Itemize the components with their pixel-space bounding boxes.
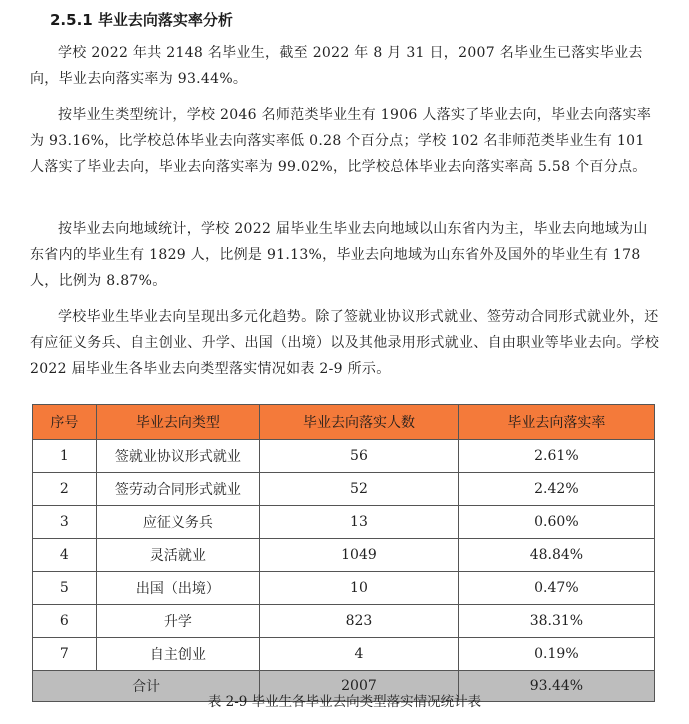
header-rate: 毕业去向落实率 [458, 405, 654, 440]
cell-count: 52 [260, 473, 459, 506]
cell-index: 6 [33, 605, 97, 638]
cell-index: 4 [33, 539, 97, 572]
cell-destination-type: 签就业协议形式就业 [96, 440, 259, 473]
cell-count: 13 [260, 506, 459, 539]
paragraph-by-graduate-type: 按毕业生类型统计，学校 2046 名师范类毕业生有 1906 人落实了毕业去向，毕业去向落实率为 93.16%，比学校总体毕业去向落实率低 0.28 个百分点；学校 102 名非师范类毕业生有 101 人落实了毕业去向，毕业去向落实率为 99.02%，比学校总体毕业去向落实率高 5.58 个百分点。 [30, 107, 652, 175]
cell-destination-type: 灵活就业 [96, 539, 259, 572]
table-row [33, 473, 655, 506]
table-row [33, 572, 655, 605]
cell-rate: 0.47% [458, 572, 654, 605]
cell-destination-type: 升学 [96, 605, 259, 638]
header-index: 序号 [33, 405, 97, 440]
cell-rate: 2.42% [458, 473, 654, 506]
table-row [33, 638, 655, 671]
cell-index: 2 [33, 473, 97, 506]
section-heading: 2.5.1 毕业去向落实率分析 [50, 11, 233, 29]
table-caption: 表 2-9 毕业生各毕业去向类型落实情况统计表 [207, 694, 482, 710]
cell-total-count: 2007 [260, 671, 459, 702]
cell-index: 1 [33, 440, 97, 473]
table-row [33, 440, 655, 473]
cell-destination-type: 自主创业 [96, 638, 259, 671]
paragraph-diversified-destinations: 学校毕业生毕业去向呈现出多元化趋势。除了签就业协议形式就业、签劳动合同形式就业外，还有应征义务兵、自主创业、升学、出国（出境）以及其他录用形式就业、自由职业等毕业去向。学校 2022 届毕业生各毕业去向类型落实情况如表 2-9 所示。 [30, 309, 660, 377]
cell-destination-type: 签劳动合同形式就业 [96, 473, 259, 506]
table-header-row [33, 405, 655, 440]
cell-rate: 0.60% [458, 506, 654, 539]
cell-count: 823 [260, 605, 459, 638]
cell-rate: 48.84% [458, 539, 654, 572]
cell-count: 4 [260, 638, 459, 671]
header-count: 毕业去向落实人数 [260, 405, 459, 440]
cell-rate: 2.61% [458, 440, 654, 473]
cell-total-rate: 93.44% [458, 671, 654, 702]
cell-rate: 38.31% [458, 605, 654, 638]
paragraph-by-region: 按毕业去向地域统计，学校 2022 届毕业生毕业去向地域以山东省内为主，毕业去向地域为山东省内的毕业生有 1829 人，比例是 91.13%，毕业去向地域为山东省外及国外的毕业生有 178 人，比例为 8.87%。 [30, 221, 648, 289]
destination-table [32, 404, 655, 702]
cell-count: 1049 [260, 539, 459, 572]
cell-destination-type: 应征义务兵 [96, 506, 259, 539]
cell-destination-type: 出国（出境） [96, 572, 259, 605]
cell-index: 7 [33, 638, 97, 671]
cell-total-label: 合计 [33, 671, 260, 702]
cell-count: 56 [260, 440, 459, 473]
cell-rate: 0.19% [458, 638, 654, 671]
table-row [33, 605, 655, 638]
header-destination-type: 毕业去向类型 [96, 405, 259, 440]
cell-index: 5 [33, 572, 97, 605]
paragraph-overall-rate: 学校 2022 年共 2148 名毕业生，截至 2022 年 8 月 31 日，2007 名毕业生已落实毕业去向，毕业去向落实率为 93.44%。 [30, 45, 643, 87]
table-row [33, 539, 655, 572]
cell-count: 10 [260, 572, 459, 605]
cell-index: 3 [33, 506, 97, 539]
table-row [33, 506, 655, 539]
